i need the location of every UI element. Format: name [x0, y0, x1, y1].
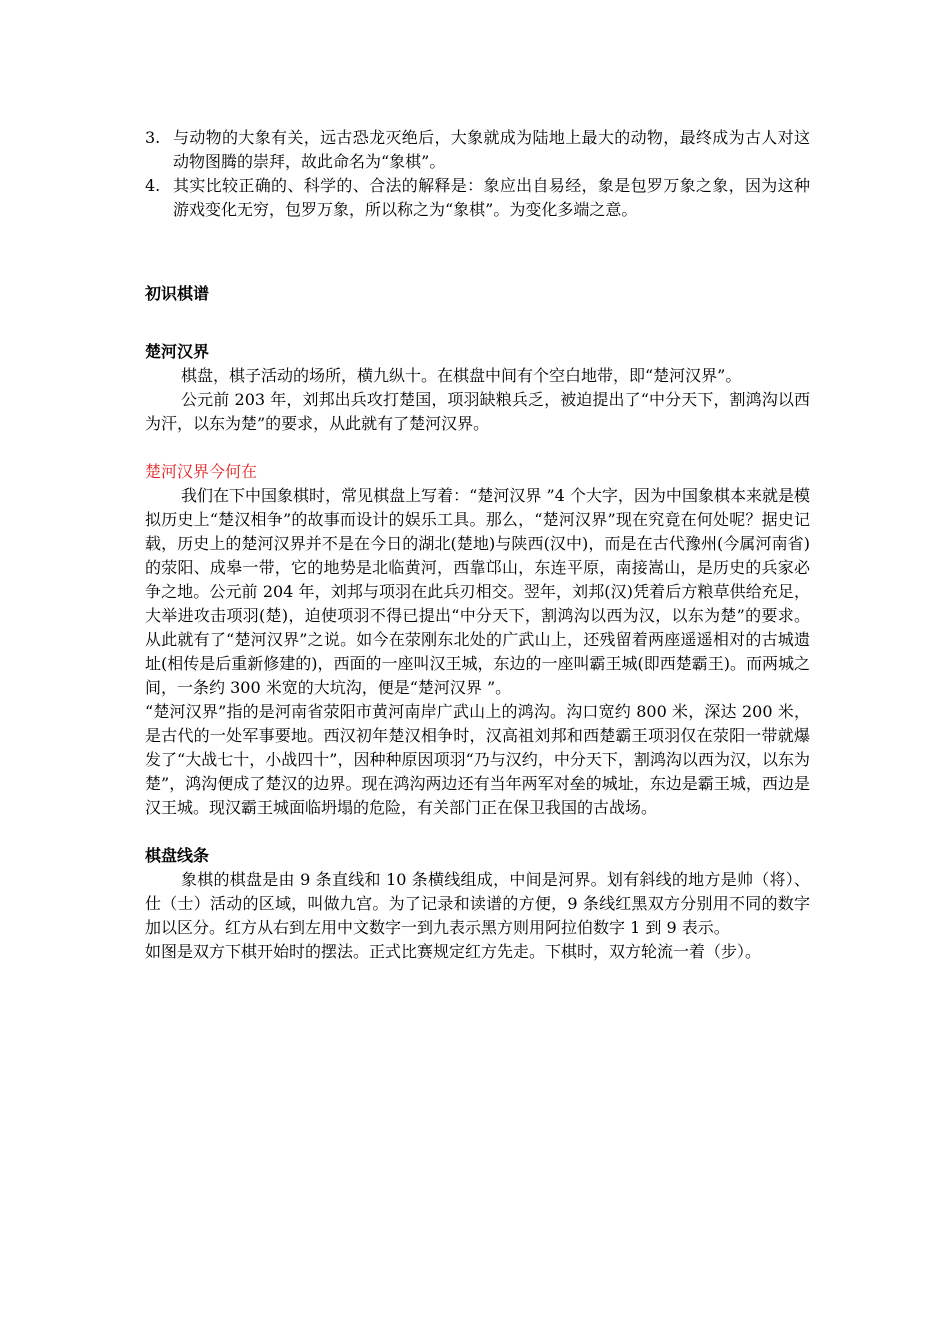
paragraph: 公元前 203 年，刘邦出兵攻打楚国，项羽缺粮兵乏，被迫提出了“中分天下，割鸿沟以西为汗，以东为楚”的要求，从此就有了楚河汉界。 [145, 390, 810, 433]
list-text: 与动物的大象有关，远古恐龙灭绝后，大象就成为陆地上最大的动物，最终成为古人对这动物图腾的崇拜，故此命名为“象棋”。 [173, 128, 810, 171]
list-item [145, 174, 810, 222]
paragraph: 棋盘，棋子活动的场所，横九纵十。在棋盘中间有个空白地带，即“楚河汉界”。 [181, 366, 742, 385]
section-heading-chuhe: 楚河汉界 [145, 342, 210, 361]
list-number: 3. [145, 128, 161, 147]
section-heading-intro: 初识棋谱 [145, 284, 210, 303]
paragraph: 象棋的棋盘是由 9 条直线和 10 条横线组成，中间是河界。划有斜线的地方是帅（将）、仕（士）活动的区域，叫做九宫。为了记录和读谱的方便，9 条线红黑双方分别用不同的数字加以区分。红方从右到左用中文数字一到九表示黑方则用阿拉伯数字 1 到 9 表示。 [145, 870, 810, 937]
list-text: 其实比较正确的、科学的、合法的解释是：象应出自易经，象是包罗万象之象，因为这种游戏变化无穷，包罗万象，所以称之为“象棋”。为变化多端之意。 [173, 176, 810, 219]
document-page [145, 126, 810, 964]
list-item [145, 126, 810, 174]
paragraph: 我们在下中国象棋时，常见棋盘上写着：“楚河汉界 ”4 个大字，因为中国象棋本来就是模拟历史上“楚汉相争”的故事而设计的娱乐工具。那么，“楚河汉界”现在究竟在何处呢？据史记载，历史上的楚河汉界并不是在今日的湖北(楚地)与陕西(汉中)，而是在古代豫州(今属河南省)的荥阳、成皋一带，它的地势是北临黄河，西靠邙山，东连平原，南接嵩山，是历史的兵家必争之地。公元前 204 年，刘邦与项羽在此兵刃相交。翌年，刘邦(汉)凭着后方粮草供给充足，大举进攻击项羽(楚)，迫使项羽不得已提出“中分天下，割鸿沟以西为汉，以东为楚”的要求。从此就有了“楚河汉界”之说。如今在荥刚东北处的广武山上，还残留着两座遥遥相对的古城遗址(相传是后重新修建的)，西面的一座叫汉王城，东边的一座叫霸王城(即西楚霸王)。而两城之间，一条约 300 米宽的大坑沟，便是“楚河汉界 ”。 [145, 486, 810, 697]
paragraph: 如图是双方下棋开始时的摆法。正式比赛规定红方先走。下棋时，双方轮流一着（步）。 [145, 942, 762, 961]
section-heading-where: 楚河汉界今何在 [145, 462, 258, 481]
list-number: 4. [145, 176, 161, 195]
section-heading-lines: 棋盘线条 [145, 846, 210, 865]
paragraph: “楚河汉界”指的是河南省荥阳市黄河南岸广武山上的鸿沟。沟口宽约 800 米，深达 200 米，是古代的一处军事要地。西汉初年楚汉相争时，汉高祖刘邦和西楚霸王项羽仅在荥阳一带就爆发了“大战七十，小战四十”，因种种原因项羽“乃与汉约，中分天下，割鸿沟以西为汉，以东为楚”，鸿沟便成了楚汉的边界。现在鸿沟两边还有当年两军对垒的城址，东边是霸王城，西边是汉王城。现汉霸王城面临坍塌的危险，有关部门正在保卫我国的古战场。 [145, 702, 810, 817]
